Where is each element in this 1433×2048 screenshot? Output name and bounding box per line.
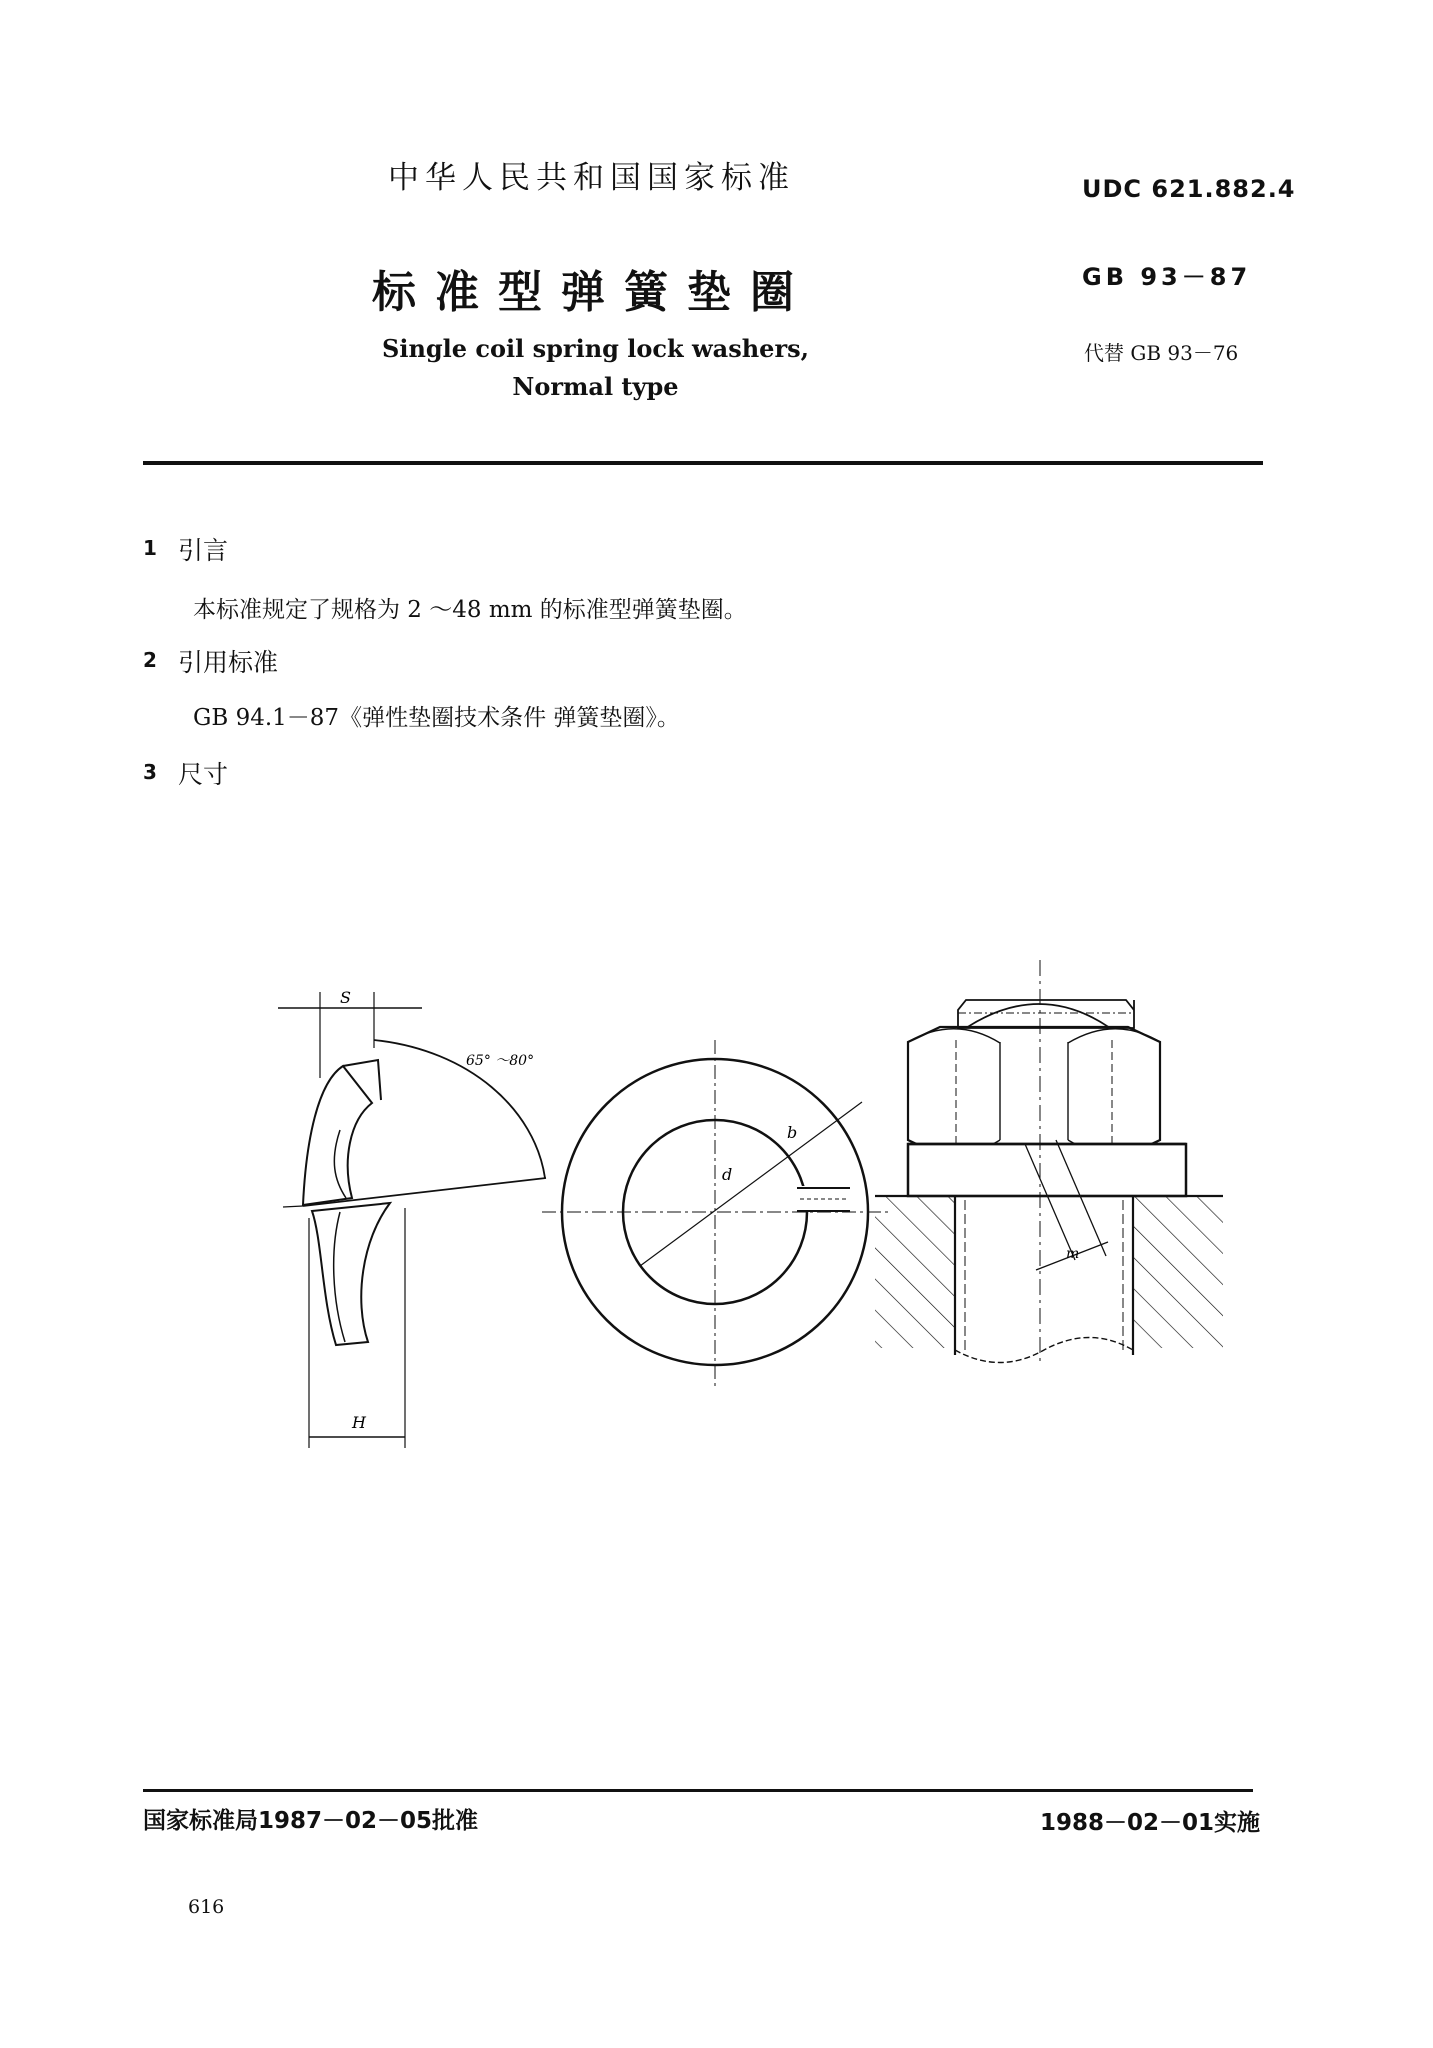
title-en-line2: Normal type <box>512 372 679 401</box>
dimension-m-label: m <box>1066 1246 1080 1262</box>
section-1-title: 引言 <box>178 536 229 565</box>
page-number: 616 <box>188 1896 225 1918</box>
udc-code: UDC 621.882.4 <box>1082 175 1296 203</box>
width-b-label: b <box>787 1123 798 1142</box>
section-1-body: 本标准规定了规格为 2 ～48 mm 的标准型弹簧垫圈。 <box>193 597 747 623</box>
section-2-title: 引用标准 <box>178 648 279 677</box>
section-3-number: 3 <box>143 760 157 784</box>
standard-title-cn: 标准型弹簧垫圈 <box>372 267 813 318</box>
dimension-s-label: S <box>340 988 351 1007</box>
effective-date: 1988－02－01实施 <box>1040 1810 1261 1836</box>
standard-number: GB 93－87 <box>1082 263 1252 291</box>
section-3-title: 尺寸 <box>178 760 229 789</box>
title-en-line1: Single coil spring lock washers, <box>382 334 809 363</box>
approval-date: 国家标准局1987－02－05批准 <box>143 1808 479 1834</box>
issuing-organization: 中华人民共和国国家标准 <box>388 160 795 196</box>
section-2-body: GB 94.1－87《弹性垫圈技术条件 弹簧垫圈》。 <box>193 705 680 731</box>
diameter-d-label: d <box>722 1165 733 1184</box>
assembly-view <box>875 960 1223 1365</box>
section-1-number: 1 <box>143 536 157 560</box>
footer-divider <box>143 1789 1253 1792</box>
dimension-h-label: H <box>352 1413 366 1432</box>
replaces-note: 代替 GB 93－76 <box>1084 341 1239 365</box>
section-2-number: 2 <box>143 648 157 672</box>
angle-label: 65° ～80° <box>466 1053 535 1069</box>
washer-front-view <box>542 1040 888 1390</box>
